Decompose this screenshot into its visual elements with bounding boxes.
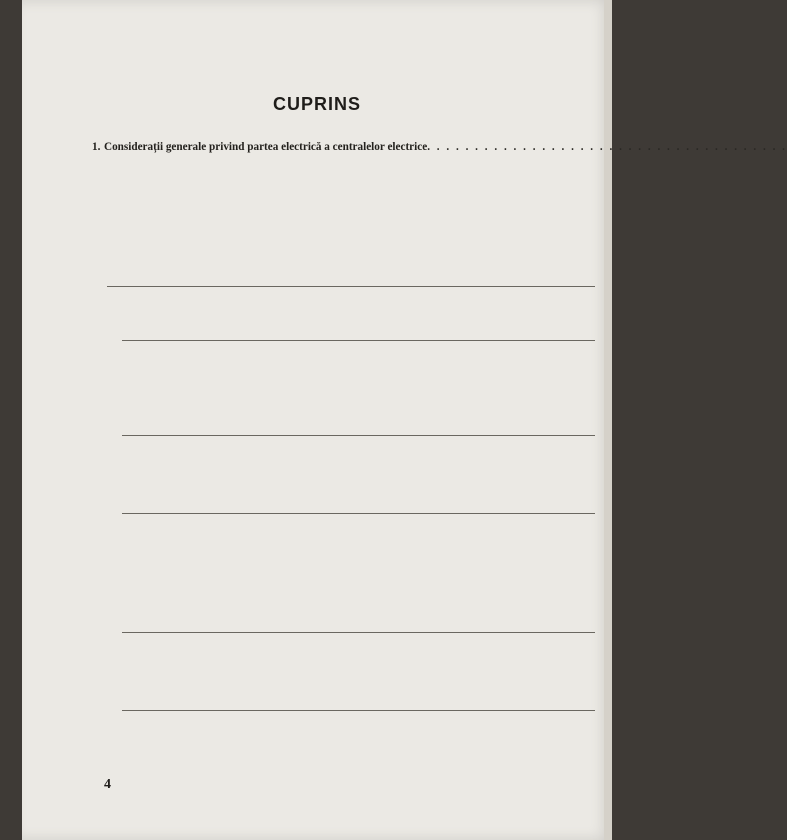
page-title: CUPRINS (272, 94, 361, 114)
toc-entry-number: 1. (92, 141, 101, 153)
section-divider (122, 435, 595, 436)
page-number: 4 (104, 777, 111, 792)
toc-entry[interactable] (92, 140, 787, 154)
section-divider (107, 286, 595, 287)
section-divider (122, 513, 595, 514)
section-divider (122, 710, 595, 711)
book-page (22, 0, 787, 840)
dot-leader: . . . . . . . . . . . . . . . . . . . . . . . . . . . . . . . . . . . . . . (427, 141, 787, 153)
section-divider (122, 632, 595, 633)
toc-entry-title: Considerații generale privind partea electrică a centralelor electrice (104, 141, 428, 153)
table-of-contents (22, 0, 787, 840)
section-divider (122, 340, 595, 341)
